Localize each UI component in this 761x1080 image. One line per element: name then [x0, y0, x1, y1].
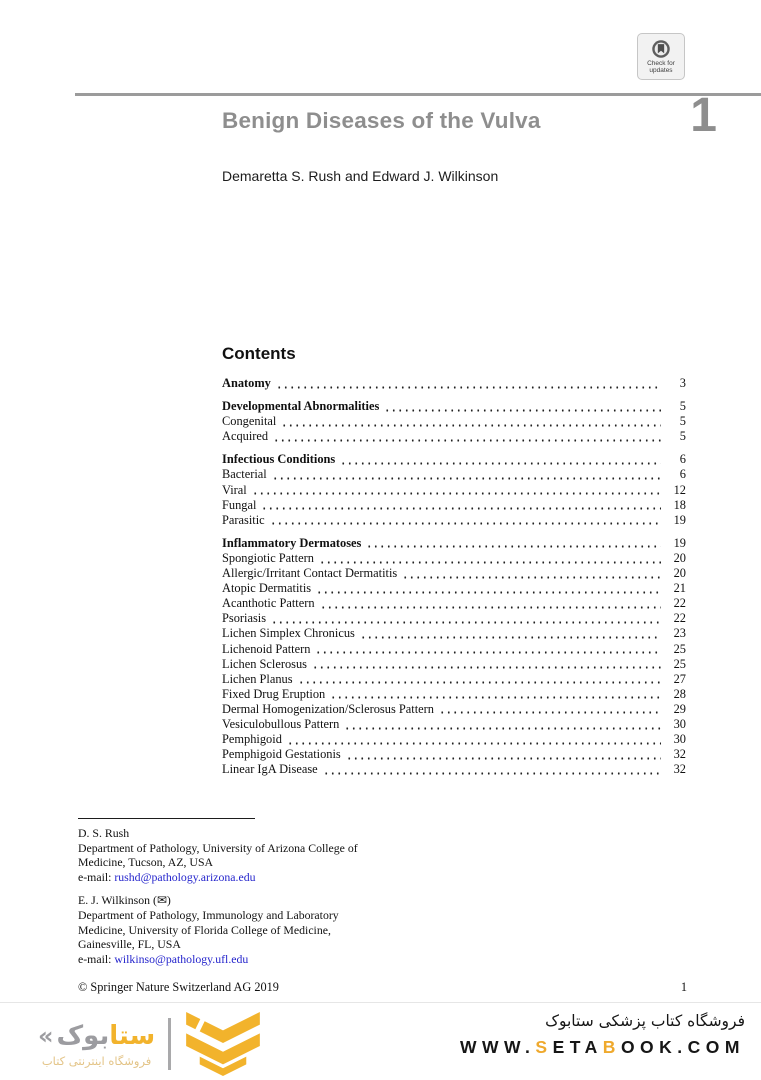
toc-entry-label: Fixed Drug Eruption — [222, 686, 326, 701]
footnote-address — [78, 841, 470, 870]
toc-entry-page: 27 — [673, 671, 686, 686]
toc-entry[interactable] — [222, 762, 686, 777]
toc-entry-label: Atopic Dermatitis — [222, 581, 312, 596]
contents-heading: Contents — [222, 344, 296, 363]
toc-entry-label: Allergic/Irritant Contact Dermatitis — [222, 566, 398, 581]
toc-leader-dots — [298, 681, 661, 684]
toc-leader-dots — [261, 507, 661, 510]
footnote-address-line: Gainesville, FL, USA — [78, 937, 181, 952]
toc-entry[interactable] — [222, 732, 686, 747]
toc-entry[interactable] — [222, 452, 686, 467]
toc-leader-dots — [340, 462, 661, 465]
footnote-address-line: Department of Pathology, Immunology and Laboratory — [78, 907, 339, 922]
toc-entry-page: 6 — [679, 467, 686, 482]
footnote-rule — [78, 818, 255, 819]
toc-entry-label: Lichen Simplex Chronicus — [222, 626, 355, 641]
toc-entry-label: Acanthotic Pattern — [222, 596, 315, 611]
email-link[interactable]: wilkinso@pathology.ufl.edu — [114, 951, 249, 966]
toc-entry-page: 6 — [679, 452, 686, 467]
toc-entry-label: Dermal Homogenization/Sclerosus Pattern — [222, 701, 434, 716]
copyright-line: © Springer Nature Switzerland AG 2019 — [78, 980, 279, 994]
toc-leader-dots — [320, 606, 661, 609]
toc-entry[interactable] — [222, 467, 686, 482]
url-segment: OOK.COM — [620, 1037, 745, 1057]
setabook-logo[interactable] — [38, 1012, 262, 1076]
toc-entry-label: Pemphigoid — [222, 732, 282, 747]
toc-entry[interactable] — [222, 581, 686, 596]
setabook-banner — [0, 1002, 761, 1080]
toc-leader-dots — [270, 522, 661, 525]
toc-leader-dots — [316, 591, 661, 594]
footnote-author-name: D. S. Rush — [78, 826, 130, 840]
toc-entry[interactable] — [222, 702, 686, 717]
footnote-email-line — [78, 870, 470, 885]
setabook-url[interactable] — [460, 1037, 745, 1058]
toc-entry-page: 28 — [673, 686, 686, 701]
url-segment: WWW. — [459, 1037, 536, 1057]
check-for-updates-badge[interactable] — [637, 33, 685, 80]
toc-entry[interactable] — [222, 551, 686, 566]
setabook-wordmark-block — [38, 1021, 155, 1068]
toc-leader-dots — [323, 772, 661, 775]
wordmark-gold-part: ستا — [109, 1020, 156, 1051]
toc-entry-label: Pemphigoid Gestationis — [222, 747, 341, 762]
page-footer — [78, 980, 687, 995]
toc-entry-page: 25 — [673, 656, 686, 671]
url-segment: ETA — [552, 1037, 603, 1057]
toc-leader-dots — [281, 424, 661, 427]
toc-entry-page: 23 — [673, 626, 686, 641]
toc-entry-label: Lichen Planus — [222, 671, 293, 686]
url-segment: S — [535, 1037, 553, 1057]
toc-entry[interactable] — [222, 596, 686, 611]
toc-entry[interactable] — [222, 513, 686, 528]
chapter-title: Benign Diseases of the Vulva — [222, 108, 541, 133]
email-label: e-mail: — [78, 869, 115, 884]
toc-entry[interactable] — [222, 498, 686, 513]
toc-leader-dots — [344, 727, 661, 730]
toc-entry[interactable] — [222, 626, 686, 641]
toc-entry[interactable] — [222, 642, 686, 657]
contents-section — [222, 344, 686, 777]
toc-entry-page: 20 — [673, 566, 686, 581]
toc-leader-dots — [402, 576, 661, 579]
toc-entry-label: Inflammatory Dermatoses — [222, 535, 362, 550]
toc-entry[interactable] — [222, 717, 686, 732]
badge-label: Check for updates — [647, 59, 675, 74]
toc-leader-dots — [271, 621, 661, 624]
toc-entry-page: 21 — [673, 581, 686, 596]
email-label: e-mail: — [78, 951, 115, 966]
author-footnotes — [78, 818, 470, 975]
toc-entry-page: 32 — [673, 747, 686, 762]
footnote-address-line: Department of Pathology, University of Arizona College of — [78, 840, 358, 855]
toc-leader-dots — [346, 757, 661, 760]
toc-entry-label: Lichenoid Pattern — [222, 641, 311, 656]
toc-entry[interactable] — [222, 747, 686, 762]
toc-entry-label: Linear IgA Disease — [222, 762, 318, 777]
footnote-address — [78, 908, 470, 952]
toc-entry[interactable] — [222, 414, 686, 429]
toc-entry-label: Spongiotic Pattern — [222, 550, 314, 565]
toc-entry-page: 5 — [679, 399, 686, 414]
toc-leader-dots — [330, 696, 661, 699]
toc-entry-page: 32 — [673, 762, 686, 777]
toc-entry-label: Anatomy — [222, 376, 271, 390]
toc-entry-label: Infectious Conditions — [222, 452, 336, 467]
setabook-word — [57, 1021, 156, 1051]
toc-entry[interactable] — [222, 672, 686, 687]
toc-entry-page: 5 — [679, 429, 686, 444]
toc-entry-page: 22 — [673, 596, 686, 611]
chapter-number: 1 — [690, 89, 717, 142]
chapter-authors: Demaretta S. Rush and Edward J. Wilkinson — [222, 168, 499, 184]
toc-entry[interactable] — [222, 536, 686, 551]
toc-entry[interactable] — [222, 566, 686, 581]
toc-leader-dots — [312, 666, 661, 669]
toc-leader-dots — [366, 545, 661, 548]
toc-entry-label: Vesiculobullous Pattern — [222, 716, 340, 731]
toc-leader-dots — [276, 386, 661, 389]
toc-entry-page: 18 — [673, 497, 686, 512]
toc-entry-page: 19 — [673, 512, 686, 527]
toc-entry[interactable] — [222, 687, 686, 702]
logo-divider — [168, 1018, 171, 1070]
toc-entry[interactable] — [222, 483, 686, 498]
footnote-address-line: Medicine, University of Florida College of Medicine, — [78, 922, 331, 937]
toc-leader-dots — [315, 651, 661, 654]
toc-entry[interactable] — [222, 376, 686, 391]
toc-entry-page: 19 — [673, 535, 686, 550]
toc-entry-page: 29 — [673, 701, 686, 716]
toc-entry-page: 22 — [673, 611, 686, 626]
toc-entry[interactable] — [222, 399, 686, 414]
footnote-author-1 — [78, 826, 470, 884]
email-link[interactable]: rushd@pathology.arizona.edu — [114, 869, 256, 884]
toc-entry-page: 30 — [673, 716, 686, 731]
toc-entry-page: 30 — [673, 732, 686, 747]
toc-entry-page: 5 — [679, 414, 686, 429]
store-description-farsi: فروشگاه کتاب پزشکی ستابوک — [545, 1012, 745, 1030]
footnote-address-line: Medicine, Tucson, AZ, USA — [78, 855, 214, 870]
toc-entry-label: Developmental Abnormalities — [222, 399, 380, 414]
toc-entry-page: 3 — [679, 376, 686, 390]
url-segment: B — [602, 1037, 621, 1057]
toc-leader-dots — [384, 409, 661, 412]
toc-entry[interactable] — [222, 611, 686, 626]
toc-entry[interactable] — [222, 429, 686, 444]
toc-entry-page: 20 — [673, 550, 686, 565]
toc-leader-dots — [273, 439, 661, 442]
footnote-author-name: E. J. Wilkinson (✉) — [78, 893, 171, 908]
toc-leader-dots — [439, 711, 661, 714]
folio-page-number: 1 — [680, 980, 687, 994]
toc-entry-label: Fungal — [222, 497, 257, 512]
table-of-contents — [222, 376, 686, 777]
toc-leader-dots — [360, 636, 661, 639]
toc-entry-page: 25 — [673, 641, 686, 656]
setabook-wordmark — [38, 1021, 155, 1051]
toc-entry-label: Parasitic — [222, 512, 265, 527]
wordmark-gray-part: بوک — [56, 1020, 110, 1051]
toc-entry-label: Psoriasis — [222, 611, 267, 626]
setabook-chevron-icon — [184, 1012, 262, 1076]
footnote-email-line — [78, 952, 470, 967]
crossmark-icon — [651, 39, 671, 59]
setabook-tagline: فروشگاه اینترنتی کتاب — [41, 1053, 152, 1068]
toc-leader-dots — [252, 492, 661, 495]
toc-leader-dots — [319, 561, 661, 564]
toc-leader-dots — [272, 477, 661, 480]
setabook-banner-text — [460, 1010, 745, 1058]
toc-entry-label: Bacterial — [222, 467, 267, 482]
toc-entry-page: 12 — [673, 482, 686, 497]
toc-entry-label: Acquired — [222, 429, 269, 444]
toc-entry-label: Lichen Sclerosus — [222, 656, 307, 671]
toc-entry[interactable] — [222, 657, 686, 672]
footnote-author-2 — [78, 893, 470, 966]
toc-entry-label: Congenital — [222, 414, 277, 429]
toc-leader-dots — [287, 742, 661, 745]
title-rule — [75, 93, 761, 96]
toc-entry-label: Viral — [222, 482, 247, 497]
guillemet-mark: « — [38, 1021, 54, 1050]
